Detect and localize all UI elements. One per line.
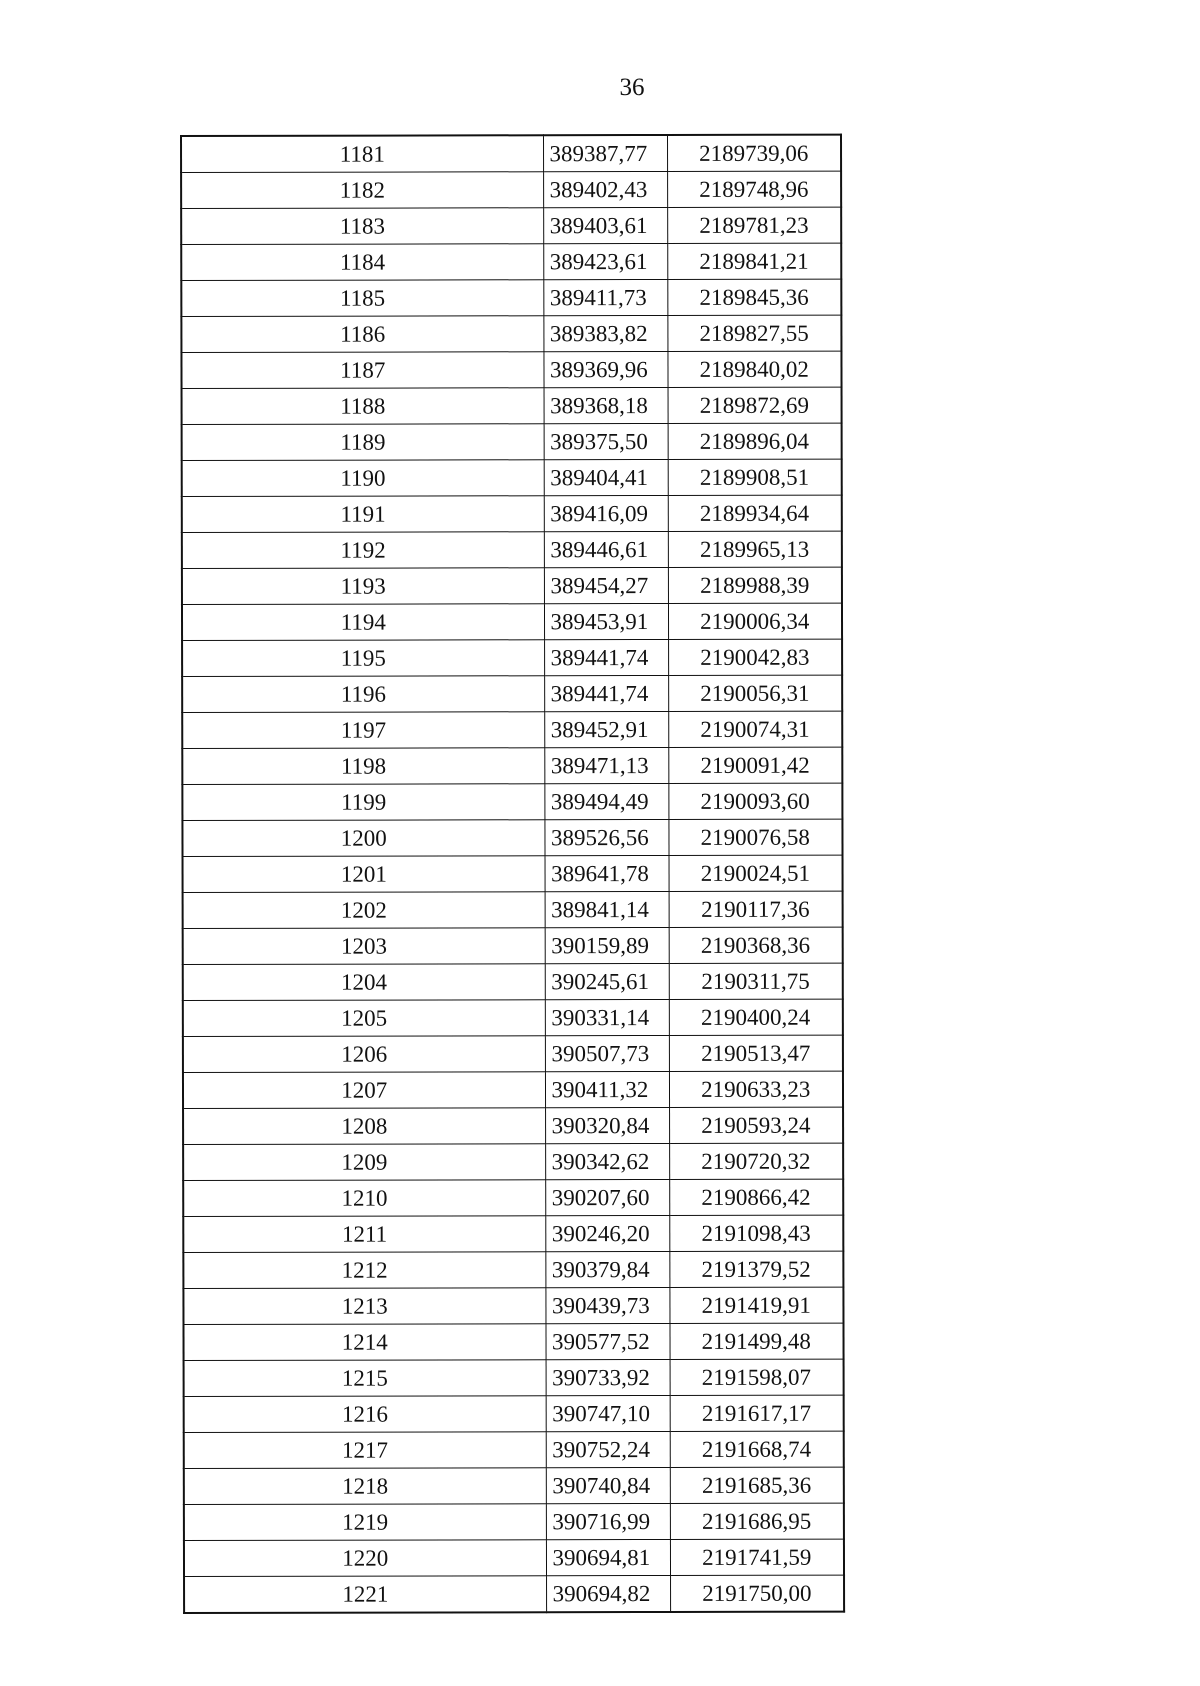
point-number-cell: 1219 <box>184 1504 546 1541</box>
coordinates-table-body <box>181 135 844 1613</box>
table-row <box>181 243 841 280</box>
x-coordinate-cell: 390694,82 <box>546 1575 670 1612</box>
x-coordinate-cell: 389403,61 <box>543 207 667 243</box>
y-coordinate-cell: 2189841,21 <box>667 243 841 279</box>
y-coordinate-cell: 2190093,60 <box>668 783 842 819</box>
y-coordinate-cell: 2191098,43 <box>669 1215 843 1251</box>
point-number-cell: 1199 <box>182 784 544 821</box>
y-coordinate-cell: 2189827,55 <box>667 315 841 351</box>
table-row <box>182 387 842 424</box>
point-number-cell: 1186 <box>181 316 543 353</box>
x-coordinate-cell: 389441,74 <box>544 639 668 675</box>
point-number-cell: 1221 <box>184 1576 546 1613</box>
y-coordinate-cell: 2191750,00 <box>670 1575 844 1612</box>
table-row <box>182 639 842 676</box>
y-coordinate-cell: 2190400,24 <box>669 999 843 1035</box>
table-row <box>182 459 842 496</box>
table-row <box>183 1251 843 1288</box>
table-row <box>182 423 842 460</box>
x-coordinate-cell: 389383,82 <box>543 315 667 351</box>
y-coordinate-cell: 2190076,58 <box>668 819 842 855</box>
point-number-cell: 1189 <box>182 424 544 461</box>
table-row <box>184 1467 844 1504</box>
x-coordinate-cell: 389441,74 <box>544 675 668 711</box>
table-row <box>182 567 842 604</box>
table-row <box>183 927 843 964</box>
x-coordinate-cell: 389494,49 <box>544 783 668 819</box>
point-number-cell: 1210 <box>183 1180 545 1217</box>
table-row <box>183 999 843 1036</box>
x-coordinate-cell: 390577,52 <box>545 1323 669 1359</box>
y-coordinate-cell: 2191617,17 <box>670 1395 844 1431</box>
y-coordinate-cell: 2190056,31 <box>668 675 842 711</box>
point-number-cell: 1205 <box>183 1000 545 1037</box>
x-coordinate-cell: 390379,84 <box>545 1251 669 1287</box>
y-coordinate-cell: 2191685,36 <box>670 1467 844 1503</box>
x-coordinate-cell: 389446,61 <box>544 531 668 567</box>
x-coordinate-cell: 390716,99 <box>546 1503 670 1539</box>
y-coordinate-cell: 2190866,42 <box>669 1179 843 1215</box>
y-coordinate-cell: 2190720,32 <box>669 1143 843 1179</box>
x-coordinate-cell: 389368,18 <box>544 387 668 423</box>
y-coordinate-cell: 2191419,91 <box>669 1287 843 1323</box>
y-coordinate-cell: 2191379,52 <box>669 1251 843 1287</box>
y-coordinate-cell: 2190117,36 <box>669 891 843 927</box>
y-coordinate-cell: 2190513,47 <box>669 1035 843 1071</box>
x-coordinate-cell: 389641,78 <box>545 855 669 891</box>
y-coordinate-cell: 2190024,51 <box>669 855 843 891</box>
table-row <box>182 747 842 784</box>
point-number-cell: 1182 <box>181 172 543 209</box>
point-number-cell: 1188 <box>182 388 544 425</box>
point-number-cell: 1195 <box>182 640 544 677</box>
table-row <box>183 855 843 892</box>
table-row <box>181 207 841 244</box>
x-coordinate-cell: 390411,32 <box>545 1071 669 1107</box>
y-coordinate-cell: 2189965,13 <box>668 531 842 567</box>
x-coordinate-cell: 390320,84 <box>545 1107 669 1143</box>
y-coordinate-cell: 2189748,96 <box>667 171 841 207</box>
point-number-cell: 1193 <box>182 568 544 605</box>
point-number-cell: 1214 <box>183 1324 545 1361</box>
table-row <box>181 135 841 173</box>
table-row <box>182 675 842 712</box>
table-row <box>181 171 841 208</box>
x-coordinate-cell: 389471,13 <box>544 747 668 783</box>
point-number-cell: 1218 <box>184 1468 546 1505</box>
x-coordinate-cell: 390740,84 <box>546 1467 670 1503</box>
x-coordinate-cell: 389404,41 <box>544 459 668 495</box>
y-coordinate-cell: 2190042,83 <box>668 639 842 675</box>
point-number-cell: 1198 <box>182 748 544 785</box>
x-coordinate-cell: 389375,50 <box>544 423 668 459</box>
table-row <box>183 1071 843 1108</box>
point-number-cell: 1202 <box>183 892 545 929</box>
table-row <box>181 279 841 316</box>
table-row <box>183 1035 843 1072</box>
y-coordinate-cell: 2190006,34 <box>668 603 842 639</box>
point-number-cell: 1201 <box>183 856 545 893</box>
y-coordinate-cell: 2190091,42 <box>668 747 842 783</box>
table-row <box>184 1575 844 1613</box>
x-coordinate-cell: 389387,77 <box>543 135 667 172</box>
table-row <box>183 1179 843 1216</box>
y-coordinate-cell: 2189872,69 <box>668 387 842 423</box>
page-number: 36 <box>619 74 645 101</box>
table-row <box>182 783 842 820</box>
x-coordinate-cell: 389526,56 <box>544 819 668 855</box>
point-number-cell: 1187 <box>181 352 543 389</box>
x-coordinate-cell: 389841,14 <box>545 891 669 927</box>
point-number-cell: 1213 <box>183 1288 545 1325</box>
table-row <box>183 1107 843 1144</box>
y-coordinate-cell: 2191598,07 <box>670 1359 844 1395</box>
point-number-cell: 1181 <box>181 135 543 172</box>
y-coordinate-cell: 2189988,39 <box>668 567 842 603</box>
table-row <box>183 891 843 928</box>
y-coordinate-cell: 2190633,23 <box>669 1071 843 1107</box>
x-coordinate-cell: 389453,91 <box>544 603 668 639</box>
table-row <box>184 1395 844 1432</box>
point-number-cell: 1191 <box>182 496 544 533</box>
table-row <box>182 819 842 856</box>
y-coordinate-cell: 2190311,75 <box>669 963 843 999</box>
point-number-cell: 1212 <box>183 1252 545 1289</box>
x-coordinate-cell: 390747,10 <box>546 1395 670 1431</box>
y-coordinate-cell: 2190368,36 <box>669 927 843 963</box>
point-number-cell: 1220 <box>184 1540 546 1577</box>
y-coordinate-cell: 2190593,24 <box>669 1107 843 1143</box>
table-row <box>183 1143 843 1180</box>
table-row <box>183 1287 843 1324</box>
point-number-cell: 1190 <box>182 460 544 497</box>
point-number-cell: 1211 <box>183 1216 545 1253</box>
y-coordinate-cell: 2189896,04 <box>668 423 842 459</box>
point-number-cell: 1208 <box>183 1108 545 1145</box>
y-coordinate-cell: 2191499,48 <box>669 1323 843 1359</box>
y-coordinate-cell: 2189781,23 <box>667 207 841 243</box>
x-coordinate-cell: 390331,14 <box>545 999 669 1035</box>
table-row <box>181 315 841 352</box>
x-coordinate-cell: 390733,92 <box>546 1359 670 1395</box>
x-coordinate-cell: 390207,60 <box>545 1179 669 1215</box>
point-number-cell: 1204 <box>183 964 545 1001</box>
x-coordinate-cell: 390246,20 <box>545 1215 669 1251</box>
point-number-cell: 1184 <box>181 244 543 281</box>
table-row <box>183 1215 843 1252</box>
point-number-cell: 1197 <box>182 712 544 749</box>
table-row <box>182 531 842 568</box>
y-coordinate-cell: 2189840,02 <box>667 351 841 387</box>
table-row <box>182 603 842 640</box>
point-number-cell: 1200 <box>182 820 544 857</box>
point-number-cell: 1192 <box>182 532 544 569</box>
x-coordinate-cell: 389452,91 <box>544 711 668 747</box>
y-coordinate-cell: 2191686,95 <box>670 1503 844 1539</box>
point-number-cell: 1216 <box>184 1396 546 1433</box>
x-coordinate-cell: 390507,73 <box>545 1035 669 1071</box>
x-coordinate-cell: 390439,73 <box>545 1287 669 1323</box>
point-number-cell: 1203 <box>183 928 545 965</box>
x-coordinate-cell: 389423,61 <box>543 243 667 279</box>
x-coordinate-cell: 390694,81 <box>546 1539 670 1575</box>
point-number-cell: 1217 <box>184 1432 546 1469</box>
x-coordinate-cell: 389416,09 <box>544 495 668 531</box>
coordinates-table <box>180 134 845 1614</box>
x-coordinate-cell: 390245,61 <box>545 963 669 999</box>
table-row <box>182 495 842 532</box>
point-number-cell: 1183 <box>181 208 543 245</box>
point-number-cell: 1207 <box>183 1072 545 1109</box>
table-row <box>184 1431 844 1468</box>
table-row <box>181 351 841 388</box>
y-coordinate-cell: 2189845,36 <box>667 279 841 315</box>
x-coordinate-cell: 390752,24 <box>546 1431 670 1467</box>
y-coordinate-cell: 2189934,64 <box>668 495 842 531</box>
x-coordinate-cell: 389369,96 <box>543 351 667 387</box>
y-coordinate-cell: 2191668,74 <box>670 1431 844 1467</box>
point-number-cell: 1194 <box>182 604 544 641</box>
point-number-cell: 1196 <box>182 676 544 713</box>
x-coordinate-cell: 389411,73 <box>543 279 667 315</box>
table-row <box>184 1359 844 1396</box>
y-coordinate-cell: 2189739,06 <box>667 135 841 172</box>
table-row <box>182 711 842 748</box>
x-coordinate-cell: 390159,89 <box>545 927 669 963</box>
table-row <box>183 963 843 1000</box>
point-number-cell: 1215 <box>184 1360 546 1397</box>
x-coordinate-cell: 389402,43 <box>543 171 667 207</box>
table-row <box>184 1539 844 1576</box>
point-number-cell: 1209 <box>183 1144 545 1181</box>
point-number-cell: 1185 <box>181 280 543 317</box>
y-coordinate-cell: 2190074,31 <box>668 711 842 747</box>
y-coordinate-cell: 2189908,51 <box>668 459 842 495</box>
x-coordinate-cell: 389454,27 <box>544 567 668 603</box>
point-number-cell: 1206 <box>183 1036 545 1073</box>
y-coordinate-cell: 2191741,59 <box>670 1539 844 1575</box>
x-coordinate-cell: 390342,62 <box>545 1143 669 1179</box>
table-row <box>184 1503 844 1540</box>
table-row <box>183 1323 843 1360</box>
